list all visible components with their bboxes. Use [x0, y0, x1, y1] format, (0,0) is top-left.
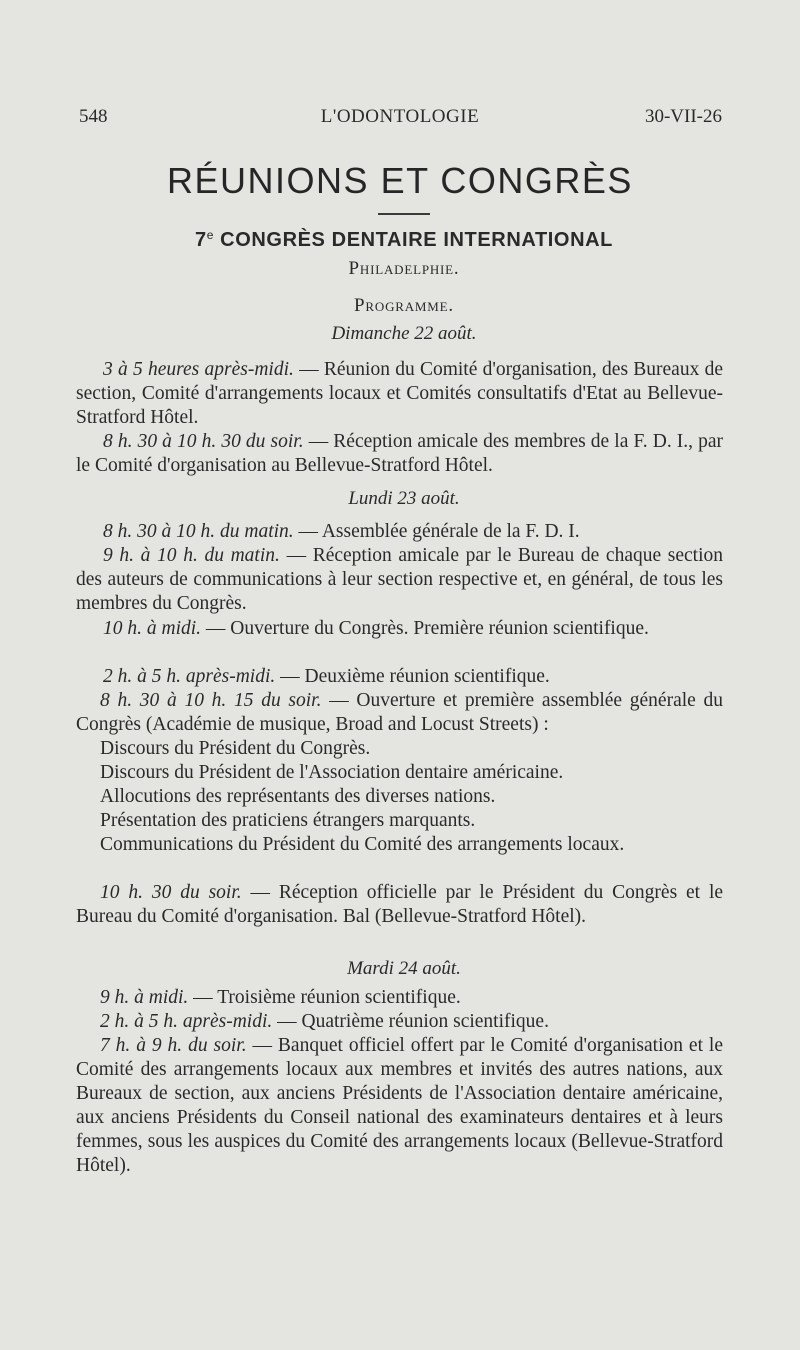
list-item: Allocutions des représentants des diverses nations. [100, 786, 496, 807]
entry-text: — Réunion du Comité d'organisation, des Bureaux de section, Comité d'arrangements locaux et Comités consultatifs d'Etat au Bellevue-Stratford Hôtel. [76, 359, 723, 428]
section-title: RÉUNIONS ET CONGRÈS [167, 160, 633, 201]
entry-paragraph [76, 1034, 723, 1178]
entry-time: 9 h. à 10 h. du matin. [103, 545, 280, 566]
congress-ordinal-suffix: e [206, 228, 214, 242]
list-item: Présentation des praticiens étrangers marquants. [100, 810, 476, 831]
page-number: 548 [79, 106, 108, 127]
entry-text: — Réception amicale des membres de la F. D. I., par le Comité d'organisation au Bellevue-Stratford Hôtel. [76, 431, 724, 476]
entry-time: 10 h. 30 du soir. [100, 882, 242, 903]
entry-text: — Deuxième réunion scientifique. [280, 666, 550, 687]
entry-time: 8 h. 30 à 10 h. 30 du soir. [103, 431, 304, 452]
entry-text: — Banquet officiel offert par le Comité d'organisation et le Comité des arrangements locaux aux membres et invités des autres nations, aux Bureaux de section, aux anciens Présidents de l'Association dentaire américaine, aux anciens Présidents du Conseil national des examinateurs dentaires et à leurs femmes, sous les auspices du Comité des arrangements locaux (Bellevue-Stratford Hôtel). [76, 1035, 723, 1176]
issue-date: 30-VII-26 [644, 106, 722, 127]
entry-paragraph [76, 617, 723, 641]
congress-name: CONGRÈS DENTAIRE INTERNATIONAL [220, 229, 613, 251]
entry-time: 2 h. à 5 h. après-midi. [100, 1011, 273, 1032]
entry-paragraph [76, 665, 723, 689]
entry-text: — Réception amicale par le Bureau de chaque section des auteurs de communications à leur section respective et, en général, de tous les membres du Congrès. [76, 545, 724, 614]
entry-paragraph [76, 430, 723, 478]
list-item: Discours du Président du Congrès. [100, 738, 371, 759]
running-head [0, 106, 800, 136]
entry-text: — Quatrième réunion scientifique. [277, 1011, 549, 1032]
congress-title [0, 228, 800, 252]
congress-ordinal: 7 [194, 229, 207, 251]
entry-paragraph [76, 689, 723, 737]
entry-time: 8 h. 30 à 10 h. 15 du soir. [100, 690, 322, 711]
entry-time: 10 h. à midi. [103, 618, 202, 639]
entry-paragraph [76, 544, 723, 616]
title-rule [378, 213, 430, 215]
journal-title: L'ODONTOLOGIE [320, 106, 480, 127]
entry-text: — Ouverture du Congrès. Première réunion scientifique. [205, 618, 649, 639]
day-heading-tuesday: Mardi 24 août. [347, 958, 461, 979]
list-item: Communications du Président du Comité des arrangements locaux. [100, 834, 625, 855]
entry-paragraph [76, 520, 723, 544]
entry-text: — Assemblée générale de la F. D. I. [298, 521, 580, 542]
entry-time: 9 h. à midi. [100, 987, 189, 1008]
entry-text: — Réception officielle par le Président du Congrès et le Bureau du Comité d'organisation. Bal (Bellevue-Stratford Hôtel). [76, 882, 724, 927]
entry-time: 2 h. à 5 h. après-midi. [103, 666, 276, 687]
entry-time: 3 à 5 heures après-midi. [103, 359, 294, 380]
entry-time: 8 h. 30 à 10 h. du matin. [103, 521, 294, 542]
day-heading-sunday: Dimanche 22 août. [331, 323, 477, 344]
entry-paragraph [76, 881, 723, 929]
programme-heading: Programme. [354, 295, 454, 316]
entry-text: — Ouverture et première assemblée générale du Congrès (Académie de musique, Broad and Locust Streets) : [76, 690, 724, 735]
entry-time: 7 h. à 9 h. du soir. [100, 1035, 247, 1056]
entry-paragraph [76, 358, 723, 430]
congress-city: Philadelphie. [348, 258, 460, 279]
entry-text: — Troisième réunion scientifique. [193, 987, 461, 1008]
entry-paragraph [76, 986, 723, 1010]
list-item: Discours du Président de l'Association dentaire américaine. [100, 762, 564, 783]
entry-paragraph [76, 1010, 723, 1034]
day-heading-monday: Lundi 23 août. [348, 488, 460, 509]
